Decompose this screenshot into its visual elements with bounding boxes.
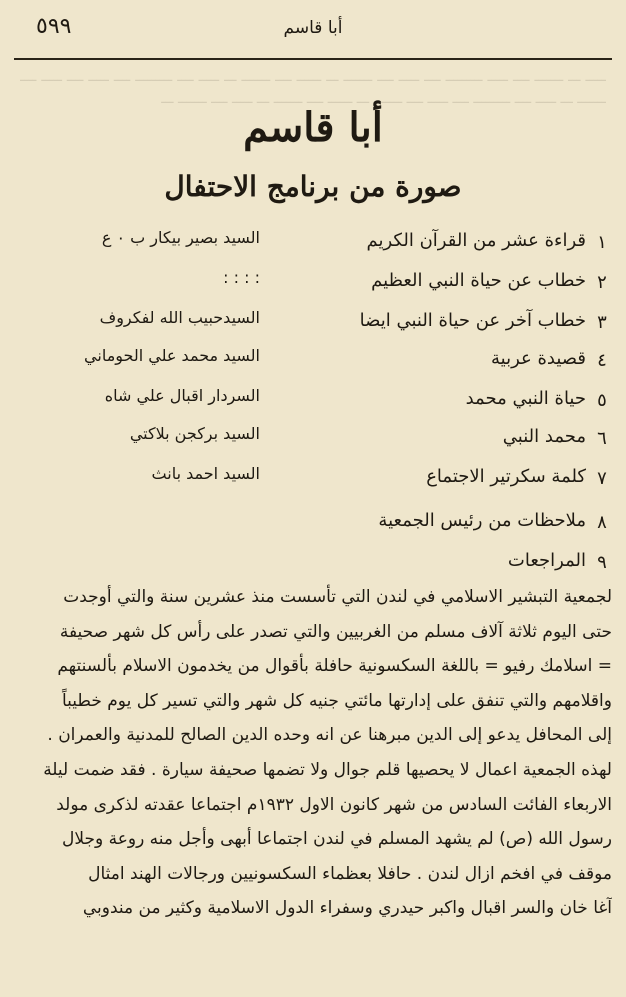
program-item-speaker: السيدحبيب الله لفكروف (99, 308, 260, 327)
program-item-title: المراجعات (507, 550, 586, 571)
program-item-speaker: : : : : (223, 268, 260, 287)
program-item (0, 506, 626, 540)
body-line: واقلامهم والتي تنفق على إدارتها مائتي جنيه كل شهر والتي تسير كل يوم خطيباً (61, 690, 612, 711)
program-item-number: ١ (597, 232, 607, 253)
program-item (0, 344, 626, 378)
program-item-number: ٢ (597, 272, 607, 293)
program-item-speaker: السيد بصير بيكار ب ٠ ع (101, 228, 260, 247)
program-item-speaker: السيد احمد بانث (151, 464, 260, 483)
body-line: حتى اليوم ثلاثة آلاف مسلم من الغربيين والتي تصدر على رأس كل شهر صحيفة (59, 621, 612, 642)
program-item (0, 546, 626, 580)
program-item-title: حياة النبي محمد (465, 388, 586, 409)
program-item-number: ٧ (597, 468, 607, 489)
program-item-title: قصيدة عربية (490, 348, 586, 369)
article-subtitle: صورة من برنامج الاحتفال (164, 170, 462, 203)
program-item-title: محمد النبي (502, 426, 586, 447)
program-item-number: ٦ (597, 428, 607, 449)
body-line: لجمعية التبشير الاسلامي في لندن التي تأسست منذ عشرين سنة والتي أوجدت (63, 587, 612, 607)
program-item-speaker: السيد بركجن بلاكتي (129, 424, 260, 443)
program-item-number: ٨ (597, 512, 607, 533)
program-item (0, 384, 626, 418)
page-number: ٥٩٩ (36, 14, 72, 39)
program-item (0, 306, 626, 340)
body-line: = اسلامك رفيو = باللغة السكسونية حافلة بأقوال من يخدمون الاسلام بألسنتهم (57, 656, 612, 677)
program-item-speaker: السيد محمد علي الحوماني (84, 346, 260, 365)
program-item-title: كلمة سكرتير الاجتماع (426, 466, 586, 487)
program-item (0, 462, 626, 496)
program-item-title: خطاب آخر عن حياة النبي ايضا (359, 310, 586, 331)
body-line: آغا خان والسر اقبال واكبر حيدري وسفراء الدول الاسلامية وكثير من مندوبي (82, 898, 612, 919)
body-line: إلى المحافل يدعو إلى الدين مبرهنا عن انه وحده الدين الصالح للمدنية والعمران . (47, 725, 612, 746)
program-item (0, 226, 626, 260)
header-rule (14, 58, 612, 60)
program-item-speaker: السردار اقبال علي شاه (104, 386, 260, 405)
program-item (0, 266, 626, 300)
running-head: أبا قاسم (283, 18, 343, 38)
program-item-number: ٤ (597, 350, 607, 371)
program-item-number: ٥ (597, 390, 607, 411)
program-item-title: ملاحظات من رئيس الجمعية (378, 510, 586, 531)
program-item-title: قراءة عشر من القرآن الكريم (366, 230, 586, 251)
program-item-title: خطاب عن حياة النبي العظيم (371, 270, 586, 291)
page-header (0, 8, 626, 48)
body-line: موقف في افخم ازال لندن . حافلا بعظماء السكسونيين ورجالات الهند امثال (88, 863, 612, 884)
body-line: رسول الله (ص) لم يشهد المسلم في لندن اجتماعا أبهى وأجل منه روعة وجلال (61, 829, 612, 850)
program-item-number: ٩ (597, 552, 607, 573)
article-title: أبا قاسم (243, 104, 383, 151)
body-line: لهذه الجمعية اعمال لا يحصيها قلم جوال ولا تضمها صحيفة سيارة . فقد ضمت ليلة (43, 759, 612, 780)
body-paragraph (14, 580, 612, 926)
program-item (0, 422, 626, 456)
program-item-number: ٣ (597, 312, 607, 333)
bleed-through-texture: ـــــ ـــ ـــــــ ــــ ـــــ ـــــــــ ــــ ـــــ ــــ ـــــــ ـــ ــــــ ــــ ـــــــ ـــ ـــــ ــــ ـــــــــ ــــ ـــــ ــــ ـــــ ــــ ـــــــ ـــ ـــــ ــــ ـــــــــ ــــ ـــــ ــــ ـــــــ ـــ ــــــ ــــ ـــــــ ـــ ـــــ ــــ ـــــــ ـــ (20, 69, 606, 107)
body-line: الاربعاء الفائت السادس من شهر كانون الاول ١٩٣٢م اجتماعا عقدته لذكرى مولد (56, 794, 612, 815)
